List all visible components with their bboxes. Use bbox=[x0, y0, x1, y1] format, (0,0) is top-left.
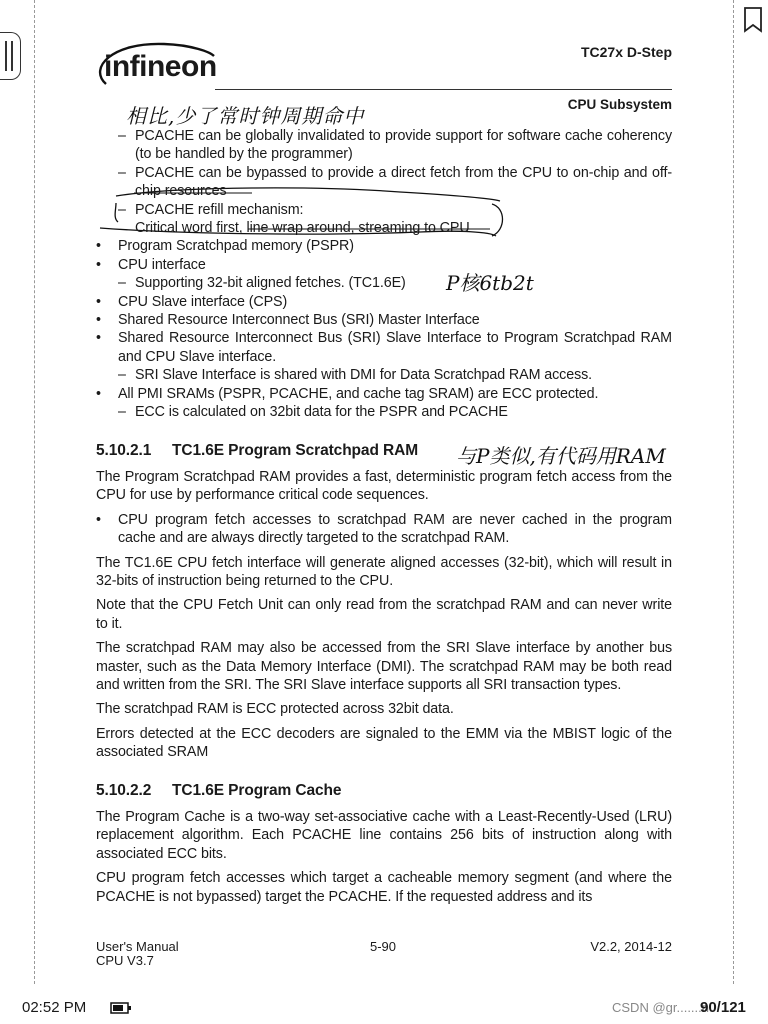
para-cache-intro: The Program Cache is a two-way set-associative cache with a Least-Recently-Used (LRU) replacement algorithm. Each PCACHE line contains 256 bits of instruction along with associated ECC bits. bbox=[96, 809, 672, 862]
text-aligned-fetch: Supporting 32-bit aligned fetches. (TC1.6E) bbox=[135, 275, 406, 292]
footer-manual: User's Manual CPU V3.7 bbox=[96, 939, 179, 968]
para-fetch-unit: Note that the CPU Fetch Unit can only read from the scratchpad RAM and can never write to it. bbox=[96, 597, 672, 632]
heading-program-scratchpad: 5.10.2.1 TC1.6E Program Scratchpad RAM bbox=[96, 441, 419, 459]
document-body: – PCACHE can be globally invalidated to provide support for software cache coherency (to be handled by the programmer) – PCACHE can be bypassed to provide a direct fetch from the CPU to on-chip and off-chip resources – PCACHE refill mechanism: Critical word first, line wrap around, streaming to CPU • Program Scratchpad memory (PSPR) • CPU interface – Supporting 32-bit aligned fetches. (TC1.6E) • CPU Slave interface (CPS) • Shared Resource Interconnect Bus (SRI) Master Interface • Shared Resource Interconnect Bus (SRI) Slave Interface to Program Scratchpad RAM and CPU Slave interface. – SRI Slave Interface is shared with DMI for Data Scratchpad RAM access. • All PMI SRAMs (PSPR, PCACHE, and cache tag SRAM) are ECC protected. – ECC is calculated on 32bit data for the PSPR and PCACHE 5.10.2.1 TC1.6E Program Scratchpad RAM The Program Scratchpad RAM provides a fast, deterministic program fetch access from the CPU for use by performance critical code sequences. • CPU program fetch accesses to scratchpad RAM are never cached in the program cache and are always directly targeted to the scratchpad RAM. The TC1.6E CPU fetch interface will generate aligned accesses (32-bit), which will result in 32-bits of instruction being returned to the CPU. Note that the CPU Fetch Unit can only read from the scratchpad RAM and can never write to it. The scratchpad RAM may also be accessed from the SRI Slave interface by another bus master, such as the Data Memory Interface (DMI). The scratchpad RAM may be both read and written from the SRI. The SRI Slave interface supports all SRI transaction types. The scratchpad RAM is ECC protected across 32bit data. Errors detected at the ECC decoders are signaled to the EMM via the MBIST logic of the associated SRAM 5.10.2.2 TC1.6E Program Cache The Program Cache is a two-way set-associative cache with a Least-Recently-Used (LRU) replacement algorithm. Each PCACHE line contains 256 bits of instruction along with associated ECC bits. CPU program fetch accesses which target a cacheable memory segment (and where the PCACHE is not bypassed) target the PCACHE. If the requested address and its bbox=[96, 128, 672, 905]
handwritten-note-3: 与P类似,有代码用RAM bbox=[456, 444, 666, 468]
text-sri-dmi: SRI Slave Interface is shared with DMI for Data Scratchpad RAM access. bbox=[135, 367, 593, 384]
footer-version: V2.2, 2014-12 bbox=[590, 939, 672, 954]
heading-program-cache: 5.10.2.2 TC1.6E Program Cache bbox=[96, 781, 342, 799]
text-sri-slave: Shared Resource Interconnect Bus (SRI) Slave Interface to Program Scratchpad RAM and CPU Slave interface. bbox=[118, 330, 672, 365]
text-ecc-srams: All PMI SRAMs (PSPR, PCACHE, and cache tag SRAM) are ECC protected. bbox=[118, 385, 599, 402]
reader-status-bar bbox=[0, 994, 768, 1024]
text-never-cached: CPU program fetch accesses to scratchpad RAM are never cached in the program cache and are always directly targeted to the scratchpad RAM. bbox=[118, 511, 672, 547]
handwritten-note-1: 相比,少了常时钟周期命中 bbox=[126, 104, 365, 128]
page-counter[interactable]: 90/121 bbox=[700, 999, 746, 1016]
header-rule bbox=[215, 89, 672, 90]
para-cache-fetch: CPU program fetch accesses which target a cacheable memory segment (and where the PCACHE is not bypassed) target the PCACHE. If the requested address and its bbox=[96, 870, 672, 905]
clock: 02:52 PM bbox=[22, 999, 87, 1016]
section-name: CPU Subsystem bbox=[567, 97, 672, 112]
handwritten-note-2: P核6tb2t bbox=[446, 271, 534, 295]
text-ecc-32bit: ECC is calculated on 32bit data for the PSPR and PCACHE bbox=[135, 404, 508, 421]
sidebar-toggle-button[interactable] bbox=[0, 32, 21, 80]
battery-icon bbox=[110, 1002, 132, 1014]
text-cpu-interface: CPU interface bbox=[118, 256, 206, 273]
text-pspr: Program Scratchpad memory (PSPR) bbox=[118, 238, 354, 255]
infineon-logo bbox=[94, 38, 224, 96]
bookmark-icon[interactable] bbox=[742, 6, 764, 34]
watermark: CSDN @gr.......n bbox=[612, 1000, 709, 1015]
para-sri-access: The scratchpad RAM may also be accessed from the SRI Slave interface by another bus master, such as the Data Memory Interface (DMI). The scratchpad RAM may be both read and written from the SRI. The SRI Slave interface supports all SRI transaction types. bbox=[96, 640, 672, 693]
text-critical-word: Critical word first, line wrap around, streaming to CPU bbox=[135, 220, 470, 237]
para-ecc-errors: Errors detected at the ECC decoders are signaled to the EMM via the MBIST logic of the associated SRAM bbox=[96, 725, 672, 761]
footer-page: 5-90 bbox=[370, 939, 397, 954]
text-pcache-bypass: PCACHE can be bypassed to provide a direct fetch from the CPU to on-chip and off-chip resources bbox=[135, 164, 672, 200]
para-fetch-interface: The TC1.6E CPU fetch interface will generate aligned accesses (32-bit), which will result in 32-bits of instruction being returned to the CPU. bbox=[96, 554, 672, 589]
product-name: TC27x D-Step bbox=[580, 44, 672, 60]
left-guide-line bbox=[34, 0, 35, 984]
text-pcache-refill: PCACHE refill mechanism: bbox=[135, 201, 304, 218]
right-guide-line bbox=[733, 0, 734, 984]
logo-text: infineon bbox=[104, 50, 217, 83]
para-pspr-intro: The Program Scratchpad RAM provides a fast, deterministic program fetch access from the CPU for use by performance critical code sequences. bbox=[96, 468, 672, 504]
para-ecc-protected: The scratchpad RAM is ECC protected across 32bit data. bbox=[96, 701, 454, 718]
text-sri-master: Shared Resource Interconnect Bus (SRI) Master Interface bbox=[118, 312, 480, 329]
text-pcache-invalidate: PCACHE can be globally invalidated to provide support for software cache coherency (to be handled by the programmer) bbox=[135, 128, 672, 163]
text-cps: CPU Slave interface (CPS) bbox=[118, 293, 288, 310]
